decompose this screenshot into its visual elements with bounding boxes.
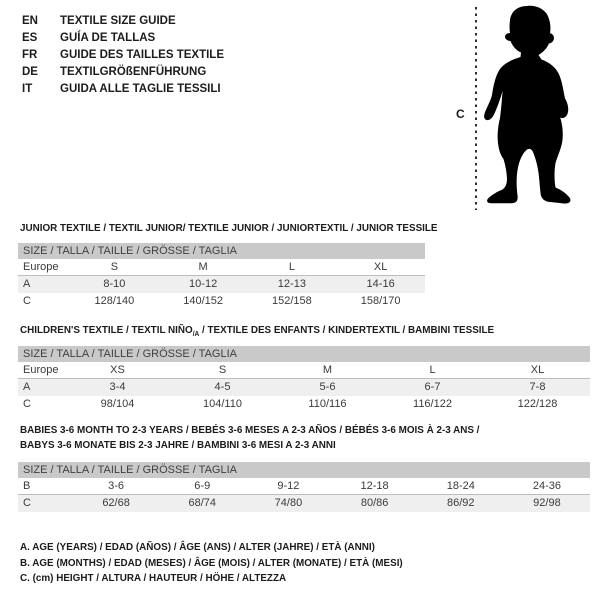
children-section-title [20,323,494,342]
lang-row-de [22,64,224,81]
lang-title: TEXTILGRÖßENFÜHRUNG [60,66,207,78]
table-row [18,276,425,293]
age-cell: 7-8 [529,381,546,393]
lang-code: ES [22,32,38,44]
age-cell: 10-12 [189,278,218,290]
height-cell: 116/122 [413,398,452,410]
children-title-prefix: CHILDREN'S TEXTILE / TEXTIL NIÑO [20,324,193,336]
children-title-suffix: / TEXTILE DES ENFANTS / KINDERTEXTIL / BAMBINI TESSILE [199,324,495,336]
age-cell: 9-12 [277,480,300,492]
size-cell: L [288,261,295,273]
lang-code: EN [22,15,38,27]
height-cell: 140/152 [183,295,223,307]
measure-c-label: C [456,107,465,121]
junior-size-table [18,243,425,310]
size-cell: M [198,261,208,273]
row-label: C [23,497,31,509]
row-label: Europe [23,261,59,273]
height-cell: 158/170 [360,295,401,307]
table-row [18,478,590,495]
age-cell: 24-36 [532,480,562,492]
height-cell: 62/68 [102,497,130,509]
height-cell: 74/80 [274,497,303,509]
age-cell: 5-6 [319,381,336,393]
lang-row-fr [22,47,224,64]
junior-section-title: JUNIOR TEXTILE / TEXTIL JUNIOR/ TEXTILE JUNIOR / JUNIORTEXTIL / JUNIOR TESSILE [20,222,438,234]
age-cell: 3-6 [108,480,125,492]
lang-row-es [22,30,224,47]
table-row [18,379,590,396]
table-row [18,495,590,512]
age-cell: 14-16 [366,278,395,290]
size-cell: S [110,261,119,273]
height-cell: 80/86 [360,497,389,509]
lang-code: IT [22,83,33,95]
height-cell: 122/128 [517,398,558,410]
babies-title-line1: BABIES 3-6 MONTH TO 2-3 YEARS / BEBÉS 3-6 MESES A 2-3 AÑOS / BÉBÉS 3-6 MOIS À 2-3 ANS / [20,424,480,436]
height-cell: 86/92 [447,497,475,509]
height-cell: 104/110 [203,398,242,410]
height-cell: 110/116 [308,398,347,410]
row-label: B [23,480,31,492]
lang-title: GUIDA ALLE TAGLIE TESSILI [60,83,221,95]
size-header-bar: SIZE / TALLA / TAILLE / GRÖSSE / TAGLIA [18,462,590,478]
babies-title-line2: BABYS 3-6 MONATE BIS 2-3 JAHRE / BAMBINI 3-6 MESI A 2-3 ANNI [20,439,336,451]
age-cell: 4-5 [214,381,231,393]
footnote-b: B. AGE (MONTHS) / EDAD (MESES) / ÂGE (MOIS) / ALTER (MONATE) / ETÀ (MESI) [20,556,403,569]
age-cell: 6-9 [194,480,211,492]
age-cell: 3-4 [109,381,126,393]
lang-row-it [22,81,224,98]
lang-row-en [22,13,224,30]
size-cell: XL [373,261,388,273]
footnote-legend [20,540,403,587]
table-row [18,259,425,276]
row-label: Europe [23,364,59,376]
size-header-bar: SIZE / TALLA / TAILLE / GRÖSSE / TAGLIA [18,243,425,259]
lang-title: GUÍA DE TALLAS [60,32,156,44]
footnote-a: A. AGE (YEARS) / EDAD (AÑOS) / ÂGE (ANS) / ALTER (JAHRE) / ETÀ (ANNI) [20,541,375,553]
table-row [18,396,590,413]
size-cell: XL [530,364,545,376]
table-row [18,293,425,310]
babies-section-title [20,423,479,453]
footnote-c: C. (cm) HEIGHT / ALTURA / HAUTEUR / HÖHE / ALTEZZA [20,572,287,584]
language-title-list [22,13,224,98]
baby-silhouette [484,6,570,204]
babies-size-table [18,462,590,512]
row-label: C [23,295,31,307]
size-cell: L [429,364,436,376]
lang-title: TEXTILE SIZE GUIDE [60,15,176,27]
size-header-bar: SIZE / TALLA / TAILLE / GRÖSSE / TAGLIA [18,346,590,362]
lang-code: DE [22,66,38,78]
size-cell: XS [110,364,125,376]
row-label: A [23,278,31,290]
lang-code: FR [22,49,38,61]
age-cell: 8-10 [103,278,126,290]
height-cell: 128/140 [94,295,135,307]
height-cell: 68/74 [188,497,217,509]
height-cell: 98/104 [100,398,135,410]
table-row [18,362,590,379]
size-cell: M [322,364,333,376]
age-cell: 12-18 [360,480,389,492]
row-label: A [23,381,31,393]
children-title-subscript: /A [192,331,200,339]
lang-title: GUIDE DES TAILLES TEXTILE [60,49,224,61]
children-size-table [18,346,590,413]
age-cell: 6-7 [424,381,441,393]
height-cell: 92/98 [533,497,561,509]
row-label: C [23,398,31,410]
age-cell: 12-13 [277,278,306,290]
baby-silhouette-figure [450,0,600,215]
size-cell: S [218,364,227,376]
height-cell: 152/158 [271,295,312,307]
age-cell: 18-24 [446,480,475,492]
